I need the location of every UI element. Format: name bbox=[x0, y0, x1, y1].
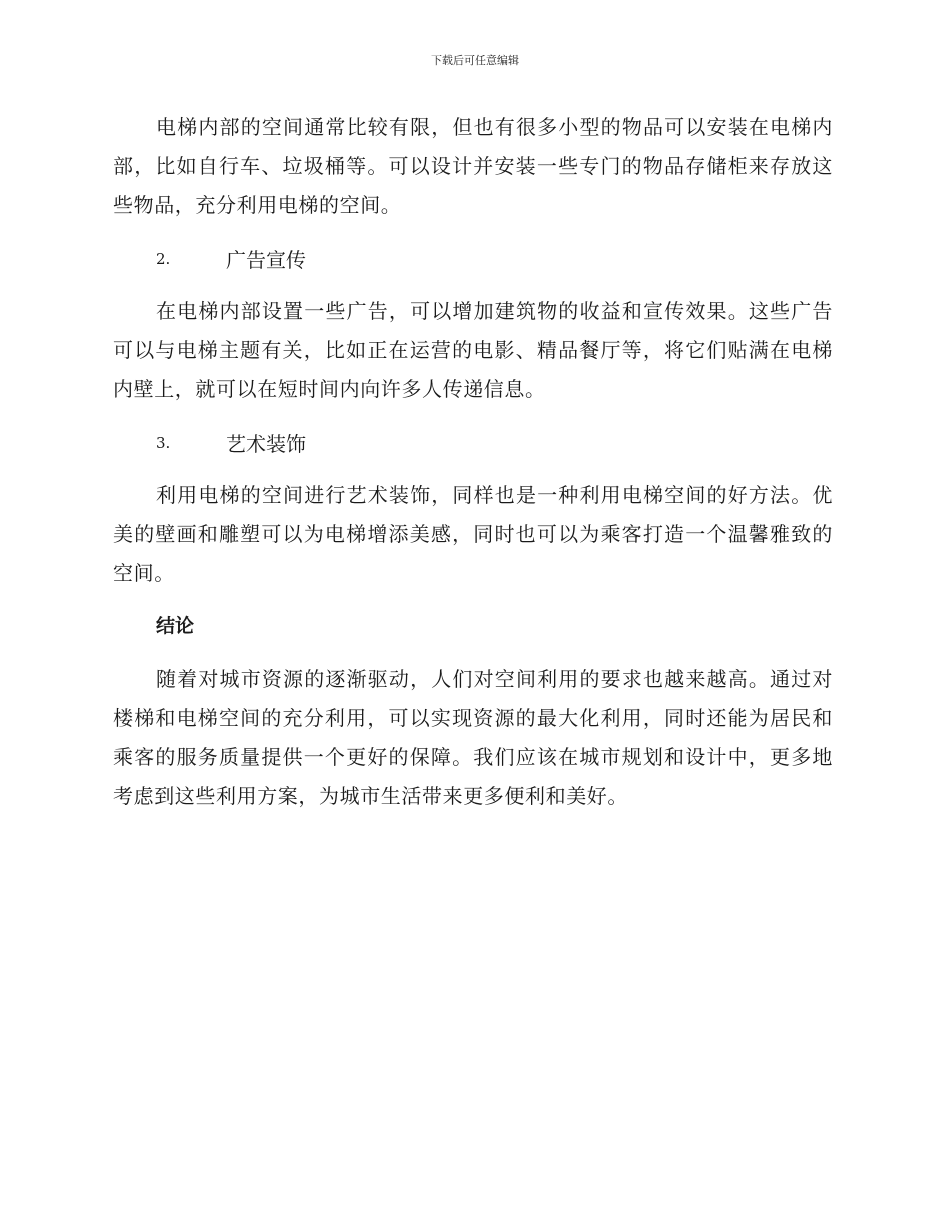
header-note: 下载后可任意编辑 bbox=[431, 54, 519, 67]
list-item-art-decoration bbox=[113, 423, 833, 462]
list-number: 2. bbox=[156, 249, 171, 268]
list-label: 艺术装饰 bbox=[226, 432, 306, 456]
paragraph-storage: 电梯内部的空间通常比较有限，但也有很多小型的物品可以安装在电梯内部，比如自行车、垃圾桶等。可以设计并安装一些专门的物品存储柜来存放这些物品，充分利用电梯的空间。 bbox=[113, 115, 833, 217]
paragraph-art-decoration: 利用电梯的空间进行艺术装饰，同样也是一种利用电梯空间的好方法。优美的壁画和雕塑可以为电梯增添美感，同时也可以为乘客打造一个温馨雅致的空间。 bbox=[113, 483, 833, 585]
paragraph-advertising: 在电梯内部设置一些广告，可以增加建筑物的收益和宣传效果。这些广告可以与电梯主题有关，比如正在运营的电影、精品餐厅等，将它们贴满在电梯内壁上，就可以在短时间内向许多人传递信息。 bbox=[113, 299, 833, 401]
list-number: 3. bbox=[156, 433, 171, 452]
paragraph-conclusion: 随着对城市资源的逐渐驱动，人们对空间利用的要求也越来越高。通过对楼梯和电梯空间的充分利用，可以实现资源的最大化利用，同时还能为居民和乘客的服务质量提供一个更好的保障。我们应该在城市规划和设计中，更多地考虑到这些利用方案，为城市生活带来更多便利和美好。 bbox=[113, 667, 833, 808]
document-body bbox=[113, 108, 833, 830]
conclusion-heading: 结论 bbox=[156, 615, 195, 637]
list-item-advertising bbox=[113, 239, 833, 278]
list-label: 广告宣传 bbox=[226, 248, 306, 272]
